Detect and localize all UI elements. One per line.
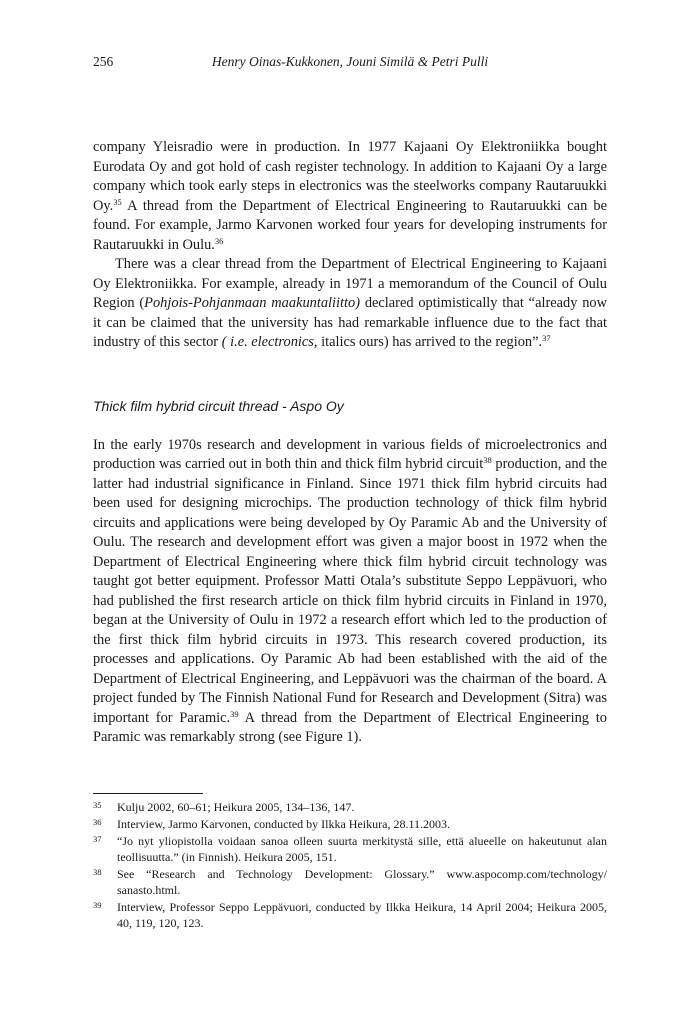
page-number: 256 [93, 54, 114, 69]
footnote-ref[interactable]: 39 [230, 708, 239, 719]
footnote-ref[interactable]: 38 [483, 455, 492, 465]
body-text [93, 138, 607, 748]
footnote [93, 833, 607, 865]
footnote-text: Interview, Professor Seppo Leppävuori, conducted by Ilkka Heikura, 14 April 2004; Heikura 2005, 40, 119, 120, 123. [117, 900, 607, 930]
footnote-number: 38 [93, 867, 102, 877]
footnote-text: Kulju 2002, 60–61; Heikura 2005, 134–136, 147. [117, 800, 355, 814]
footnote-divider [93, 793, 203, 794]
footnote-number: 35 [93, 800, 102, 810]
footnote [93, 799, 607, 815]
footnote [93, 899, 607, 931]
footnote-number: 37 [93, 834, 102, 844]
book-page [93, 0, 607, 1014]
footnote-ref[interactable]: 37 [542, 333, 551, 343]
footnote [93, 816, 607, 832]
footnote [93, 866, 607, 898]
footnote-number: 39 [93, 900, 102, 910]
footnote-text: Interview, Jarmo Karvonen, conducted by Ilkka Heikura, 28.11.2003. [117, 817, 451, 831]
section-heading: Thick film hybrid circuit thread - Aspo Oy [93, 397, 344, 414]
paragraph: There was a clear thread from the Department of Electrical Engineering to Kajaani Oy Elektroniikka. For example, already in 1971 a memorandum of the Council of Oulu Region (Pohjois-Pohjanmaan maakuntaliitto) declared optimistically that “already now it can be claimed that the university has had remarkable influence due to the fact that industry of this sector ( i.e. electronics, italics ours) has arrived to the region”.$^{37}$ [93, 256, 607, 350]
running-head [93, 54, 607, 74]
footnote-text: See “Research and Technology Development: Glossary.” www.aspocomp.com/technology/ sanasto.html. [117, 867, 607, 897]
footnote-number: 36 [93, 817, 102, 827]
footnote-ref[interactable]: 36 [214, 235, 224, 246]
footnote-text: “Jo nyt yliopistolla voidaan sanoa olleen suurta merkitystä sille, että alueelle on hakeutunut alan teollisuutta.” (in Finnish). Heikura 2005, 151. [117, 834, 607, 864]
footnote-ref[interactable]: 35 [113, 196, 122, 207]
paragraph: In the early 1970s research and development in various fields of microelectronics and production was carried out in both thin and thick film hybrid circuit$^{38}$ production, and the latter had industrial significance in Finland. Since 1971 thick film hybrid circuits had been used for designing microchips. The production technology of thick film hybrid circuits and applications were being developed by Oy Paramic Ab and the University of Oulu. The research and development effort was given a major boost in 1972 when the Department of Electrical Engineering where thick film hybrid circuit technology was taught got better equipment. Professor Matti Otala’s substitute Seppo Leppävuori, who had published the first research article on thick film hybrid circuits in Finland in 1970, began at the University of Oulu in 1972 a research effort which led to the production of the first thick film hybrid circuits in 1973. This research covered production, its processes and applications. Oy Paramic Ab had been established with the aid of the Department of Electrical Engineering, and Leppävuori was the chairman of the board. A project funded by The Finnish National Fund for Research and Development (Sitra) was important for Paramic.$^{39}$ A thread from the Department of Electrical Engineering to Paramic was remarkably strong (see Figure 1). [93, 436, 607, 745]
footnotes [93, 799, 607, 932]
paragraph: company Yleisradio were in production. In 1977 Kajaani Oy Elektroniikka bought Eurodata Oy and got hold of cash register technology. In addition to Kajaani Oy a large company which took early steps in electronics was the steelworks company Rautaruukki Oy.$^{35}$ A thread from the Department of Electrical Engineering to Rautaruukki can be found. For example, Jarmo Karvonen worked four years for developing instruments for Rautaruukki in Oulu.$^{36}$ [93, 139, 607, 253]
running-head-authors: Henry Oinas-Kukkonen, Jouni Similä & Petri Pulli [211, 54, 489, 69]
